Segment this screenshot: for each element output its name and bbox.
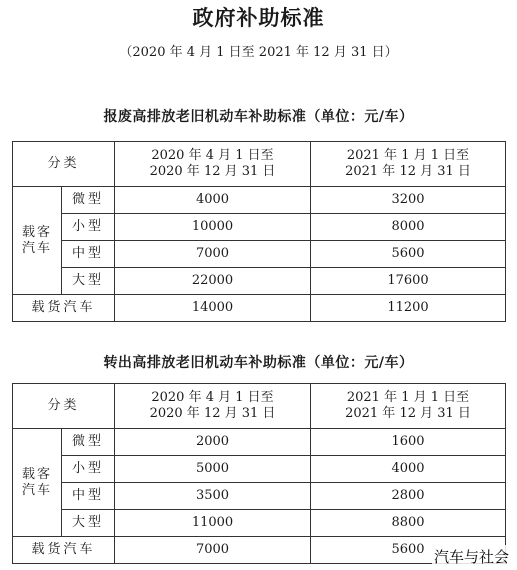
period1-value: 4000 bbox=[115, 187, 311, 214]
period2-header-line2: 2021 年 12 月 31 日 bbox=[345, 164, 471, 179]
vehicle-type-cell: 大型 bbox=[62, 510, 115, 537]
table-header-row bbox=[13, 384, 506, 429]
document-subtitle: （2020 年 4 月 1 日至 2021 年 12 月 31 日） bbox=[119, 45, 398, 60]
period1-value: 10000 bbox=[115, 214, 311, 241]
table-row bbox=[13, 510, 506, 537]
passenger-car-label bbox=[13, 187, 62, 295]
period2-header-line1: 2021 年 1 月 1 日至 bbox=[346, 148, 470, 163]
period1-header-line2: 2020 年 12 月 31 日 bbox=[149, 164, 276, 179]
category-header: 分类 bbox=[13, 142, 115, 187]
vehicle-type-cell: 小型 bbox=[62, 456, 115, 483]
table-row bbox=[13, 214, 506, 241]
vehicle-type-cell: 大型 bbox=[62, 268, 115, 295]
period2-value: 11200 bbox=[311, 295, 506, 322]
vehicle-type-cell: 微型 bbox=[62, 187, 115, 214]
scrap-table-title: 报废高排放老旧机动车补助标准（单位：元/车） bbox=[103, 109, 414, 125]
period2-value: 5600 bbox=[311, 537, 506, 564]
table-row bbox=[13, 268, 506, 295]
scrap-subsidy-table bbox=[12, 141, 506, 322]
watermark-label: 汽车与社会 bbox=[432, 545, 511, 568]
period1-header bbox=[115, 384, 311, 429]
period2-header bbox=[311, 142, 506, 187]
table-header-row bbox=[13, 142, 506, 187]
passenger-label-line2: 汽车 bbox=[21, 482, 52, 498]
table-row bbox=[13, 295, 506, 322]
table-row bbox=[13, 241, 506, 268]
truck-label: 载货汽车 bbox=[13, 537, 115, 564]
passenger-label-line1: 载客 bbox=[21, 224, 52, 240]
vehicle-type-cell: 微型 bbox=[62, 429, 115, 456]
period1-header-line1: 2020 年 4 月 1 日至 bbox=[151, 148, 274, 163]
period1-value: 7000 bbox=[115, 241, 311, 268]
table-row bbox=[13, 429, 506, 456]
table-row bbox=[13, 483, 506, 510]
period2-value: 4000 bbox=[311, 456, 506, 483]
table-row bbox=[13, 187, 506, 214]
vehicle-type-cell: 中型 bbox=[62, 483, 115, 510]
transfer-table-title: 转出高排放老旧机动车补助标准（单位：元/车） bbox=[103, 355, 414, 371]
period2-value: 3200 bbox=[311, 187, 506, 214]
period2-value: 5600 bbox=[311, 241, 506, 268]
vehicle-type-cell: 小型 bbox=[62, 214, 115, 241]
period1-header-line2: 2020 年 12 月 31 日 bbox=[149, 406, 276, 421]
table-row bbox=[13, 456, 506, 483]
transfer-subsidy-table bbox=[12, 383, 506, 564]
vehicle-type-cell: 中型 bbox=[62, 241, 115, 268]
period1-value: 7000 bbox=[115, 537, 311, 564]
period2-header-line2: 2021 年 12 月 31 日 bbox=[345, 406, 471, 421]
truck-label: 载货汽车 bbox=[13, 295, 115, 322]
period1-value: 11000 bbox=[115, 510, 311, 537]
period2-header bbox=[311, 384, 506, 429]
period1-header-line1: 2020 年 4 月 1 日至 bbox=[151, 390, 274, 405]
period2-value: 8800 bbox=[311, 510, 506, 537]
passenger-label-line1: 载客 bbox=[21, 466, 52, 482]
period1-header bbox=[115, 142, 311, 187]
period2-value: 8000 bbox=[311, 214, 506, 241]
period2-value: 17600 bbox=[311, 268, 506, 295]
period1-value: 3500 bbox=[115, 483, 311, 510]
period1-value: 5000 bbox=[115, 456, 311, 483]
period2-header-line1: 2021 年 1 月 1 日至 bbox=[346, 390, 470, 405]
category-header: 分类 bbox=[13, 384, 115, 429]
period2-value: 2800 bbox=[311, 483, 506, 510]
period1-value: 2000 bbox=[115, 429, 311, 456]
passenger-car-label bbox=[13, 429, 62, 537]
period1-value: 14000 bbox=[115, 295, 311, 322]
period1-value: 22000 bbox=[115, 268, 311, 295]
document-title: 政府补助标准 bbox=[192, 5, 325, 30]
passenger-label-line2: 汽车 bbox=[21, 240, 52, 256]
period2-value: 1600 bbox=[311, 429, 506, 456]
